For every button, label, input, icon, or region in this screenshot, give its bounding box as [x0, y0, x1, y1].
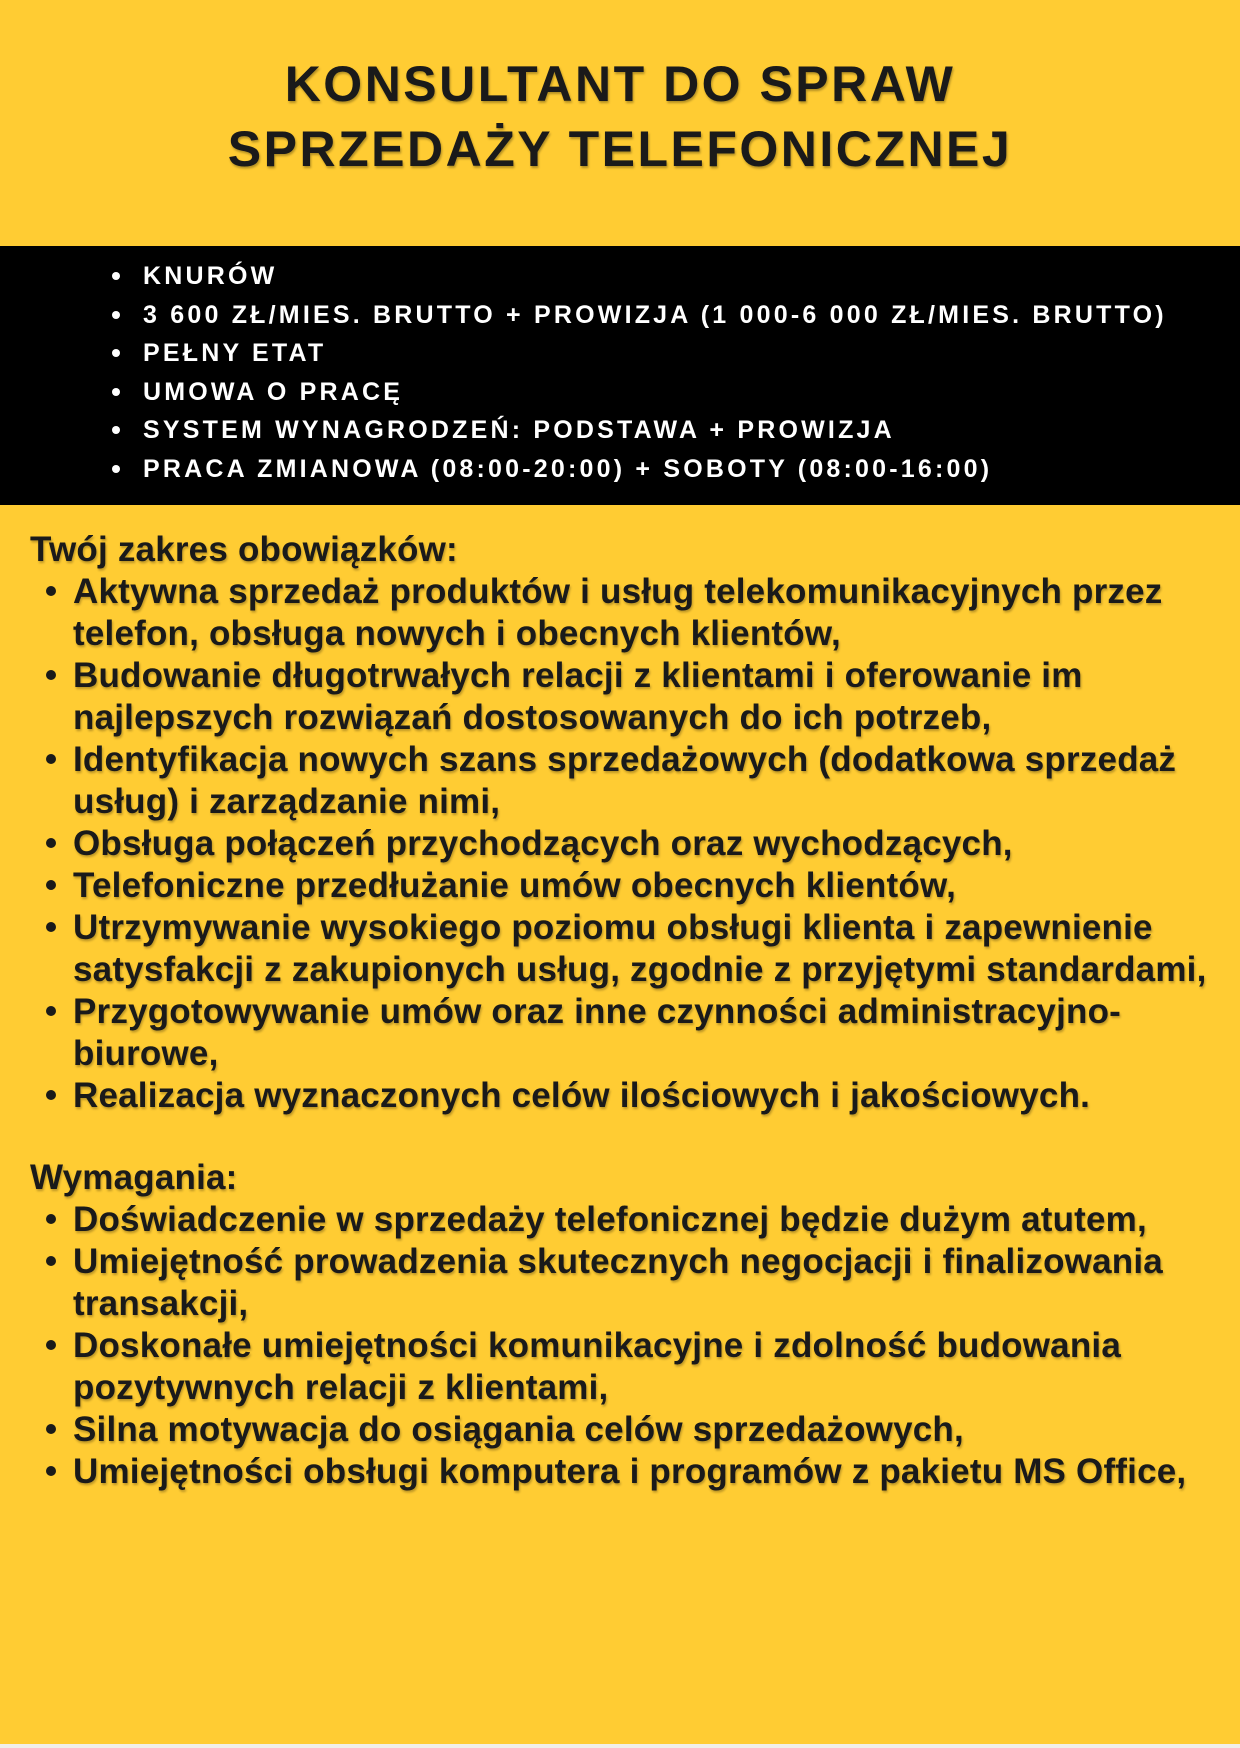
list-item: UMOWA O PRACĘ: [105, 373, 1220, 412]
list-item: SYSTEM WYNAGRODZEŃ: PODSTAWA + PROWIZJA: [105, 411, 1220, 450]
list-item: Umiejętności obsługi komputera i programów z pakietu MS Office,: [30, 1451, 1210, 1493]
list-item: PRACA ZMIANOWA (08:00-20:00) + SOBOTY (08:00-16:00): [105, 450, 1220, 489]
job-title-line2: SPRZEDAŻY TELEFONICZNEJ: [227, 121, 1013, 177]
list-item: Telefoniczne przedłużanie umów obecnych klientów,: [30, 865, 1210, 907]
list-item: Przygotowywanie umów oraz inne czynności administracyjno-biurowe,: [30, 991, 1210, 1075]
list-item: Aktywna sprzedaż produktów i usług telekomunikacyjnych przez telefon, obsługa nowych i obecnych klientów,: [30, 571, 1210, 655]
list-item: Obsługa połączeń przychodzących oraz wychodzących,: [30, 823, 1210, 865]
responsibilities-heading: Twój zakres obowiązków:: [30, 530, 458, 569]
job-details-band: [0, 246, 1240, 505]
responsibilities-section: [30, 529, 1210, 1117]
requirements-heading: Wymagania:: [30, 1158, 238, 1197]
requirements-section: [30, 1157, 1210, 1493]
content: [30, 529, 1210, 1493]
bottom-edge-strip: [0, 1744, 1240, 1748]
list-item: KNURÓW: [105, 257, 1220, 296]
list-item: Utrzymywanie wysokiego poziomu obsługi klienta i zapewnienie satysfakcji z zakupionych usług, zgodnie z przyjętymi standardami,: [30, 907, 1210, 991]
requirements-list: [30, 1199, 1210, 1493]
list-item: Identyfikacja nowych szans sprzedażowych (dodatkowa sprzedaż usług) i zarządzanie nimi,: [30, 739, 1210, 823]
list-item: Doświadczenie w sprzedaży telefonicznej będzie dużym atutem,: [30, 1199, 1210, 1241]
list-item: 3 600 ZŁ/MIES. BRUTTO + PROWIZJA (1 000-6 000 ZŁ/MIES. BRUTTO): [105, 296, 1220, 335]
list-item: Realizacja wyznaczonych celów ilościowych i jakościowych.: [30, 1075, 1210, 1117]
list-item: Umiejętność prowadzenia skutecznych negocjacji i finalizowania transakcji,: [30, 1241, 1210, 1325]
responsibilities-list: [30, 571, 1210, 1117]
list-item: Silna motywacja do osiągania celów sprzedażowych,: [30, 1409, 1210, 1451]
list-item: Doskonałe umiejętności komunikacyjne i zdolność budowania pozytywnych relacji z klientami,: [30, 1325, 1210, 1409]
list-item: Budowanie długotrwałych relacji z klientami i oferowanie im najlepszych rozwiązań dostosowanych do ich potrzeb,: [30, 655, 1210, 739]
job-title: [0, 52, 1240, 182]
list-item: PEŁNY ETAT: [105, 334, 1220, 373]
job-details-list: [105, 257, 1220, 488]
job-title-line1: KONSULTANT DO SPRAW: [284, 56, 956, 112]
